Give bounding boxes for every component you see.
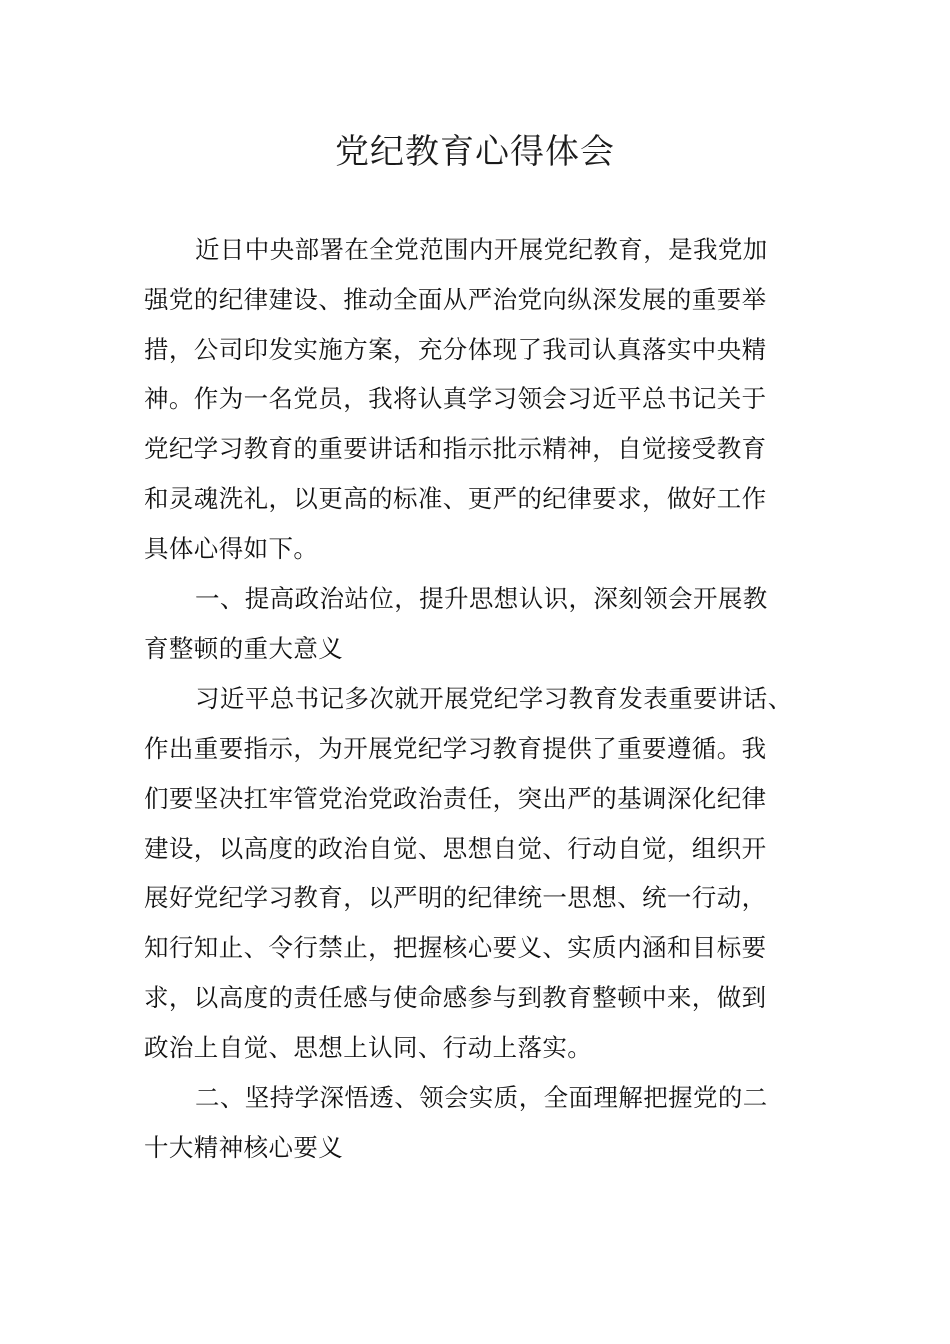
paragraph-2-line-3: 们要坚决扛牢管党治党政治责任，突出严的基调深化纪律 xyxy=(144,784,767,813)
paragraph-1-line-1: 近日中央部署在全党范围内开展党纪教育，是我党加 xyxy=(195,235,768,264)
paragraph-2-line-8: 政治上自觉、思想上认同、行动上落实。 xyxy=(144,1033,593,1062)
paragraph-1-line-3: 措，公司印发实施方案，充分体现了我司认真落实中央精 xyxy=(144,335,767,364)
section-heading-2-line-2: 十大精神核心要义 xyxy=(144,1133,344,1162)
document-title: 党纪教育心得体会 xyxy=(335,132,615,172)
paragraph-2-line-7: 求，以高度的责任感与使命感参与到教育整顿中来，做到 xyxy=(144,983,767,1012)
paragraph-1-line-5: 党纪学习教育的重要讲话和指示批示精神，自觉接受教育 xyxy=(144,434,767,463)
paragraph-1-line-7: 具体心得如下。 xyxy=(144,534,319,563)
paragraph-1-line-2: 强党的纪律建设、推动全面从严治党向纵深发展的重要举 xyxy=(144,285,767,314)
paragraph-2-line-5: 展好党纪学习教育，以严明的纪律统一思想、统一行动， xyxy=(144,883,767,912)
section-heading-2-line-1: 二、坚持学深悟透、领会实质，全面理解把握党的二 xyxy=(195,1083,768,1112)
paragraph-2-line-1: 习近平总书记多次就开展党纪学习教育发表重要讲话、 xyxy=(195,684,793,713)
section-heading-1-line-1: 一、提高政治站位，提升思想认识，深刻领会开展教 xyxy=(195,584,768,613)
paragraph-2-line-4: 建设，以高度的政治自觉、思想自觉、行动自觉，组织开 xyxy=(144,834,767,863)
paragraph-2-line-2: 作出重要指示，为开展党纪学习教育提供了重要遵循。我 xyxy=(144,734,767,763)
paragraph-1-line-6: 和灵魂洗礼，以更高的标准、更严的纪律要求，做好工作 xyxy=(144,484,767,513)
paragraph-2-line-6: 知行知止、令行禁止，把握核心要义、实质内涵和目标要 xyxy=(144,933,767,962)
paragraph-1-line-4: 神。作为一名党员，我将认真学习领会习近平总书记关于 xyxy=(144,384,767,413)
section-heading-1-line-2: 育整顿的重大意义 xyxy=(144,634,344,663)
